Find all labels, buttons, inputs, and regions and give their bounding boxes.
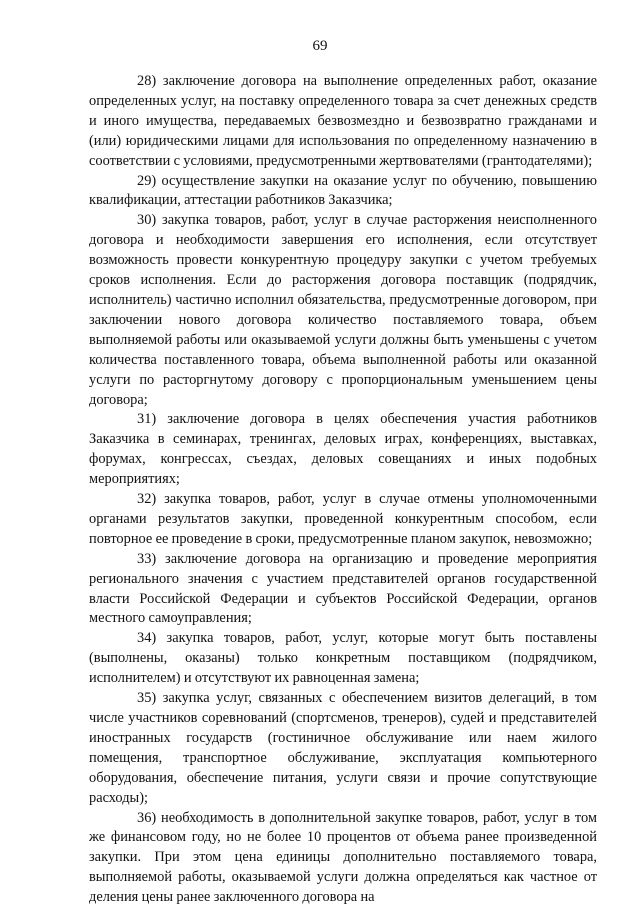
paragraph-item-33: 33) заключение договора на организацию и проведение мероприятия регионального значения с участием представителей органов государственной власти Российской Федерации и субъектов Российской Федерации, органов местного самоуправления; [89, 550, 597, 627]
paragraph-item-32: 32) закупка товаров, работ, услуг в случае отмены уполномоченными органами результатов закупки, проведенной конкурентным способом, если повторное ее проведение в сроки, предусмотренные планом закупок, невозможно; [89, 491, 597, 547]
page-number: 69 [312, 38, 328, 54]
paragraph-item-31: 31) заключение договора в целях обеспечения участия работников Заказчика в семинарах, тренингах, деловых играх, конференциях, выставках, форумах, конгрессах, съездах, деловых совещаниях и иных подобных мероприятиях; [89, 411, 597, 488]
paragraph-item-36: 36) необходимость в дополнительной закупке товаров, работ, услуг в том же финансовом году, но не более 10 процентов от объема ранее произведенной закупки. При этом цена единицы дополнительно поставляемого товара, выполняемой работы, оказываемой услуги должна определяться как частное от деления цены ранее заключенного договора на [89, 809, 597, 906]
paragraph-item-29: 29) осуществление закупки на оказание услуг по обучению, повышению квалификации, аттестации работников Заказчика; [89, 172, 597, 209]
paragraph-item-30: 30) закупка товаров, работ, услуг в случае расторжения неисполненного договора и необходимости завершения его исполнения, если отсутствует возможность провести конкурентную процедуру закупки с учетом требуемых сроков исполнения. Если до расторжения договора поставщик (подрядчик, исполнитель) частично исполнил обязательства, предусмотренные договором, при заключении нового договора количество поставляемого товара, объем выполняемой работы или оказываемой услуги должны быть уменьшены с учетом количества поставленного товара, объема выполненной работы или оказанной услуги по расторгнутому договору с пропорциональным уменьшением цены договора; [89, 212, 597, 408]
paragraph-item-34: 34) закупка товаров, работ, услуг, которые могут быть поставлены (выполнены, оказаны) только конкретным поставщиком (подрядчиком, исполнителем) и отсутствуют их равноценная замена; [89, 630, 597, 687]
paragraph-item-28: 28) заключение договора на выполнение определенных работ, оказание определенных услуг, на поставку определенного товара за счет денежных средств и иного имущества, передаваемых безвозмездно и безвозвратно гражданами и (или) юридическими лицами для использования по определенному назначению в соответствии с условиями, предусмотренными жертвователями (грантодателями); [89, 73, 597, 169]
document-body [89, 72, 597, 908]
paragraph-item-35: 35) закупка услуг, связанных с обеспечением визитов делегаций, в том числе участников соревнований (спортсменов, тренеров), судей и представителей иностранных государств (гостиничное обслуживание или наем жилого помещения, транспортное обслуживание, эксплуатация компьютерного оборудования, обеспечение питания, услуги связи и прочие сопутствующие расходы); [89, 690, 597, 806]
